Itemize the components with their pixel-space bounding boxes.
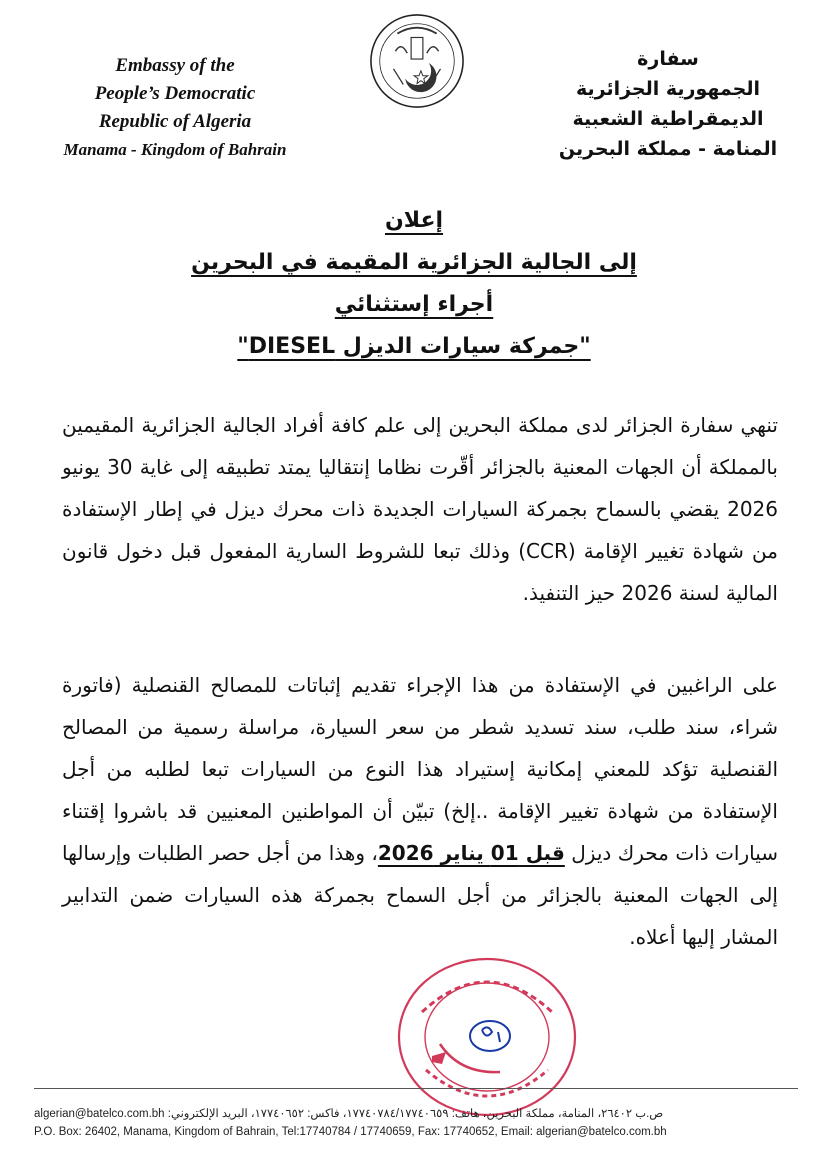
embassy-en-line2: People’s Democratic xyxy=(94,83,256,104)
title-line1: إعلان xyxy=(384,208,444,233)
title-line4: "جمركة سيارات الديزل DIESEL" xyxy=(237,334,591,359)
announcement-title xyxy=(0,200,828,368)
deadline-date: قبل 01 يناير 2026 xyxy=(377,841,565,865)
title-line3: أجراء إستثنائي xyxy=(334,292,494,317)
body-paragraph-2-end: ، وهذا من أجل حصر الطلبات وإرسالها إلى الجهات المعنية بالجزائر من أجل السماح بجمركة هذه السيارات ضمن التدابير المشار إليها أعلاه. xyxy=(62,841,778,949)
body-paragraph-2 xyxy=(62,664,778,958)
embassy-ar-line1: سفارة xyxy=(637,48,699,70)
embassy-en-line1: Embassy of the xyxy=(115,55,235,76)
embassy-ar-line3: الديمقراطية الشعبية xyxy=(572,108,764,130)
embassy-en-line4: Manama - Kingdom of Bahrain xyxy=(63,140,287,159)
algeria-emblem-icon xyxy=(368,12,466,110)
body-paragraph-1: تنهي سفارة الجزائر لدى مملكة البحرين إلى علم كافة أفراد الجالية الجزائرية المقيمين بالمملكة أن الجهات المعنية بالجزائر أقّرت نظاما إنتقاليا يمتد تطبيقه إلى غاية 30 يونيو 2026 يقضي بالسماح بجمركة السيارات الجديدة ذات محرك ديزل في إطار الإستفادة من شهادة تغيير الإقامة (CCR) وذلك تبعا للشروط السارية المفعول قبل دخول قانون المالية لسنة 2026 حيز التنفيذ. xyxy=(62,413,778,605)
embassy-ar-line2: الجمهورية الجزائرية xyxy=(575,78,761,100)
footer-address-english: P.O. Box: 26402, Manama, Kingdom of Bahrain, Tel:17740784 / 17740659, Fax: 17740652, Email: algerian@batelco.com.bh xyxy=(34,1126,667,1138)
embassy-ar-line4: المنامة - مملكة البحرين xyxy=(558,138,778,160)
footer-address-arabic: ص.ب ٢٦٤٠٢، المنامة، مملكة البحرين، هاتف: ١٧٧٤٠٧٨٤/١٧٧٤٠٦٥٩، فاكس: ١٧٧٤٠٦٥٢، البريد الإلكتروني: algerian@batelco.com.bh xyxy=(34,1108,664,1120)
embassy-name-arabic xyxy=(538,44,798,164)
embassy-en-line3: Republic of Algeria xyxy=(98,111,252,132)
embassy-name-english xyxy=(30,52,320,164)
footer-divider xyxy=(34,1088,798,1089)
title-line2: إلى الجالية الجزائرية المقيمة في البحرين xyxy=(191,250,637,275)
embassy-stamp-icon xyxy=(392,952,582,1122)
body-paragraph-2-start: على الراغبين في الإستفادة من هذا الإجراء تقديم إثباتات للمصالح القنصلية (فاتورة شراء، سند طلب، سند تسديد شطر من سعر السيارة، مراسلة رسمية من المصالح القنصلية تؤكد للمعني إمكانية إستيراد هذا النوع من السيارات تبعا لطلبه من أجل الإستفادة من شهادة تغيير الإقامة ..إلخ) تبيّن أن المواطنين المعنيين قد باشروا إقتناء سيارات ذات محرك ديزل xyxy=(62,673,778,865)
